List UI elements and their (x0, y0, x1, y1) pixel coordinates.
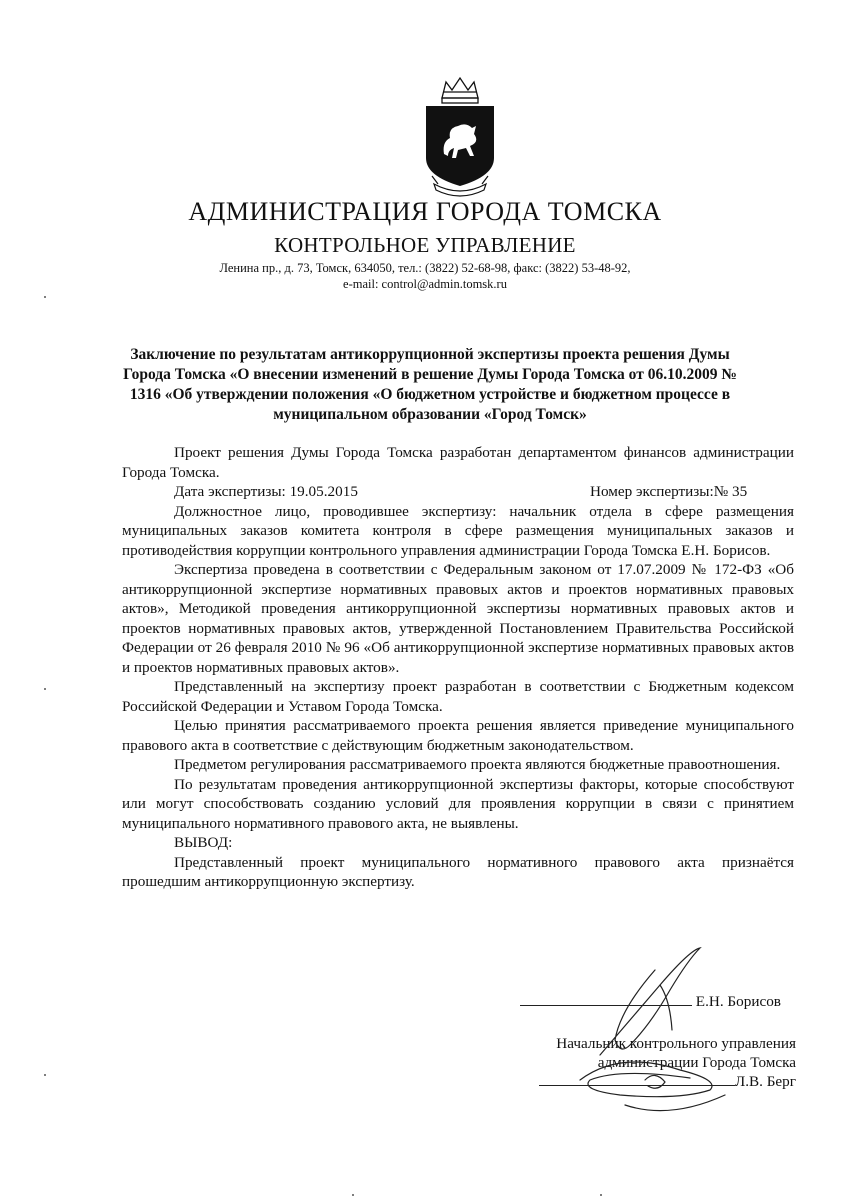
document-body (122, 443, 794, 892)
address-line: Ленина пр., д. 73, Томск, 634050, тел.: (3822) 52-68-98, факс: (3822) 53-48-92, (219, 261, 631, 275)
document-title: Заключение по результатам антикоррупционной экспертизы проекта решения Думы Города Томска «О внесении изменений в решение Думы Города Томска от 06.10.2009 № 1316 «Об утверждении положения «О бюджетном устройстве и бюджетном процессе в муниципальном образовании «Город Томск» (123, 346, 737, 423)
scan-speck (600, 1194, 602, 1196)
paragraph-conclusion: Представленный проект муниципального нормативного правового акта признаётся прошедшим антикоррупционную экспертизу. (122, 853, 794, 890)
paragraph-subject: Предметом регулирования рассматриваемого проекта являются бюджетные правоотношения. (174, 756, 781, 773)
chief-signature-block (520, 1034, 796, 1091)
scan-speck (44, 296, 46, 298)
expertise-number: Номер экспертизы:№ 35 (590, 483, 748, 500)
scan-speck (44, 1074, 46, 1076)
expertise-meta-row (122, 482, 794, 502)
expert-name: Е.Н. Борисов (695, 993, 781, 1010)
department-title: КОНТРОЛЬНОЕ УПРАВЛЕНИЕ (274, 233, 576, 257)
scan-speck (352, 1194, 354, 1196)
expertise-date: Дата экспертизы: 19.05.2015 (174, 483, 358, 500)
conclusion-heading: ВЫВОД: (174, 834, 233, 851)
organization-title: АДМИНИСТРАЦИЯ ГОРОДА ТОМСКА (188, 197, 662, 226)
chief-name-row (520, 1072, 796, 1091)
paragraph-official: Должностное лицо, проводившее экспертизу: начальник отдела в сфере размещения муниципальных заказов комитета контроля в сфере размещения муниципальных заказов и противодействия коррупции контрольного управления администрации Города Томска Е.Н. Борисов. (122, 502, 794, 559)
tomsk-coat-of-arms-icon (420, 76, 500, 200)
paragraph-goal: Целью принятия рассматриваемого проекта решения является приведение муниципального правового акта в соответствие с действующим бюджетным законодательством. (122, 717, 794, 754)
paragraph-results: По результатам проведения антикоррупционной экспертизы факторы, которые способствуют или могут способствовать созданию условий для проявления коррупции в связи с принятием муниципального нормативного правового акта, не выявлены. (122, 775, 794, 832)
contact-address (0, 260, 850, 292)
scan-speck (44, 688, 46, 690)
handwritten-signature-icon (560, 930, 790, 1120)
paragraph-compliance: Представленный на экспертизу проект разработан в соответствии с Бюджетным кодексом Российской Федерации и Уставом Города Томска. (122, 678, 794, 715)
chief-title-line2: администрации Города Томска (597, 1054, 796, 1071)
paragraph-developer: Проект решения Думы Города Томска разработан департаментом финансов администрации Города Томска. (122, 444, 794, 481)
expert-signature-line (520, 993, 781, 1011)
chief-title-line1: Начальник контрольного управления (556, 1035, 796, 1052)
paragraph-legal-basis: Экспертиза проведена в соответствии с Федеральным законом от 17.07.2009 № 172-ФЗ «Об антикоррупционной экспертизе нормативных правовых актов и проектов нормативных правовых актов», Методикой проведения антикоррупционной экспертизы нормативных правовых актов и проектов нормативных правовых актов, утвержденной Постановлением Правительства Российской Федерации от 26 февраля 2010 № 96 «Об антикоррупционной экспертизе нормативных правовых актов и проектов нормативных правовых актов». (122, 561, 794, 676)
signature-underline (539, 1085, 735, 1086)
signature-underline (520, 1005, 692, 1006)
chief-name: Л.В. Берг (734, 1073, 796, 1090)
email-line: e-mail: control@admin.tomsk.ru (343, 277, 507, 291)
